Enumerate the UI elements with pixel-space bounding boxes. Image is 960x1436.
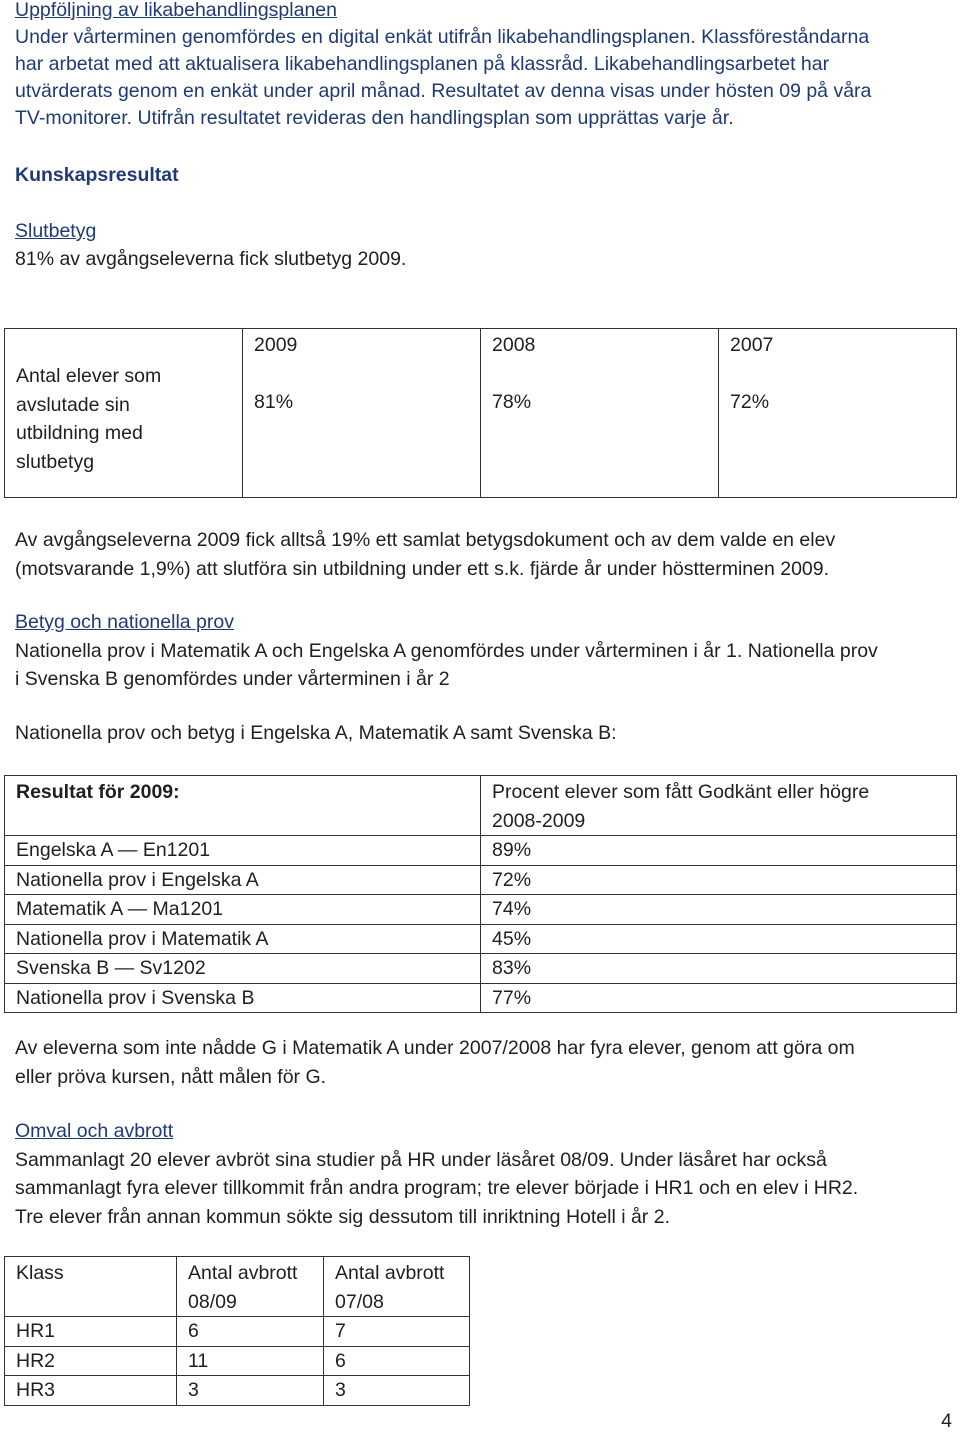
avbrott-table <box>4 1256 470 1406</box>
avbrott-header: Klass <box>5 1257 177 1317</box>
intro-heading: Uppföljning av likabehandlingsplanen <box>15 0 337 21</box>
table-row <box>5 924 957 954</box>
table1-year: 2007 <box>730 334 774 356</box>
results-label: Nationella prov i Matematik A <box>5 924 481 954</box>
betyg-line: i Svenska B genomfördes under vårterminen i år 2 <box>15 668 450 690</box>
para2-line: Av eleverna som inte nådde G i Matematik A under 2007/2008 har fyra elever, genom att göra om <box>15 1037 855 1059</box>
table1-year: 2009 <box>254 334 298 356</box>
table1-label-cell <box>5 329 243 498</box>
betyg-heading: Betyg och nationella prov <box>15 611 234 633</box>
results-value: 83% <box>481 954 957 984</box>
table-row <box>5 954 957 984</box>
intro-line: utvärderats genom en enkät under april månad. Resultatet av denna visas under hösten 09 på våra <box>15 80 872 102</box>
avbrott-cell: HR2 <box>5 1346 177 1376</box>
results-value: 89% <box>481 836 957 866</box>
results-label: Nationella prov i Engelska A <box>5 865 481 895</box>
intro-line: TV-monitorer. Utifrån resultatet revideras den handlingsplan som upprättas varje år. <box>15 107 734 129</box>
intro-section <box>15 0 940 132</box>
slutbetyg-text: 81% av avgångseleverna fick slutbetyg 2009. <box>15 248 407 270</box>
table1-label-line: utbildning med <box>16 422 143 444</box>
betyg-section <box>15 608 940 694</box>
avbrott-header <box>324 1257 470 1317</box>
results-value: 45% <box>481 924 957 954</box>
avbrott-header-line: 07/08 <box>335 1290 384 1313</box>
betyg-line: Nationella prov i Matematik A och Engelska A genomfördes under vårterminen i år 1. Nationella prov <box>15 639 878 662</box>
results-value: 74% <box>481 895 957 925</box>
results-label: Nationella prov i Svenska B <box>5 983 481 1013</box>
table-row <box>5 895 957 925</box>
omval-heading: Omval och avbrott <box>15 1120 174 1142</box>
intro-line: har arbetat med att aktualisera likabehandlingsplanen på klassråd. Likabehandlingsarbetet har <box>15 53 830 75</box>
results-label: Engelska A — En1201 <box>5 836 481 866</box>
table1-value: 78% <box>492 390 532 413</box>
avbrott-cell: HR1 <box>5 1317 177 1347</box>
table1-label-line: slutbetyg <box>16 450 95 473</box>
para2 <box>15 1034 940 1091</box>
omval-line: sammanlagt fyra elever tillkommit från andra program; tre elever började i HR1 och en elev i HR2. <box>15 1177 859 1199</box>
results-table <box>4 775 957 1013</box>
avbrott-cell: 11 <box>177 1346 324 1376</box>
table-row <box>5 1317 470 1347</box>
table-row <box>5 865 957 895</box>
results-value: 72% <box>481 865 957 895</box>
para1-line: Av avgångseleverna 2009 fick alltså 19% ett samlat betygsdokument och av dem valde en elev <box>15 529 836 551</box>
avbrott-cell: 3 <box>324 1376 470 1406</box>
results-header-right <box>481 776 957 836</box>
results-value: 77% <box>481 983 957 1013</box>
results-header-left: Resultat för 2009: <box>5 776 481 836</box>
intro-line: Under vårterminen genomfördes en digital enkät utifrån likabehandlingsplanen. Klassföreståndarna <box>15 26 870 48</box>
avbrott-header <box>177 1257 324 1317</box>
avbrott-header-line: 08/09 <box>188 1290 237 1313</box>
table-row <box>5 1346 470 1376</box>
para1 <box>15 526 940 583</box>
table1-label-line: avslutade sin <box>16 393 130 416</box>
results-label: Matematik A — Ma1201 <box>5 895 481 925</box>
avbrott-cell: 6 <box>177 1317 324 1347</box>
avbrott-cell: HR3 <box>5 1376 177 1406</box>
table1-value: 81% <box>254 390 294 413</box>
avbrott-header-line: Antal avbrott <box>188 1262 298 1284</box>
table1-label-line: Antal elever som <box>16 365 162 387</box>
table-row <box>5 983 957 1013</box>
table1-year: 2008 <box>492 334 536 356</box>
results-label: Svenska B — Sv1202 <box>5 954 481 984</box>
betyg-intro2: Nationella prov och betyg i Engelska A, Matematik A samt Svenska B: <box>15 722 617 744</box>
table1-value: 72% <box>730 390 770 413</box>
table1-year-cell <box>719 329 957 498</box>
avbrott-cell: 6 <box>324 1346 470 1376</box>
table1-year-cell <box>481 329 719 498</box>
results-header-line: 2008-2009 <box>492 809 586 832</box>
page-number: 4 <box>941 1410 952 1432</box>
avbrott-cell: 7 <box>324 1317 470 1347</box>
table-row <box>5 1376 470 1406</box>
slutbetyg-table <box>4 328 957 498</box>
table1-year-cell <box>243 329 481 498</box>
avbrott-cell: 3 <box>177 1376 324 1406</box>
table-row <box>5 776 957 836</box>
kunskap-heading: Kunskapsresultat <box>15 164 179 186</box>
table-row <box>5 836 957 866</box>
slutbetyg-heading: Slutbetyg <box>15 220 97 242</box>
omval-section <box>15 1117 940 1231</box>
para1-line: (motsvarande 1,9%) att slutföra sin utbildning under ett s.k. fjärde år under höstterminen 2009. <box>15 557 830 580</box>
omval-line: Sammanlagt 20 elever avbröt sina studier på HR under läsåret 08/09. Under läsåret har också <box>15 1148 827 1171</box>
results-header-line: Procent elever som fått Godkänt eller högre <box>492 781 870 803</box>
table-row <box>5 1257 470 1317</box>
avbrott-header-line: Antal avbrott <box>335 1262 445 1284</box>
omval-line: Tre elever från annan kommun sökte sig dessutom till inriktning Hotell i år 2. <box>15 1205 670 1228</box>
para2-line: eller pröva kursen, nått målen för G. <box>15 1065 327 1088</box>
